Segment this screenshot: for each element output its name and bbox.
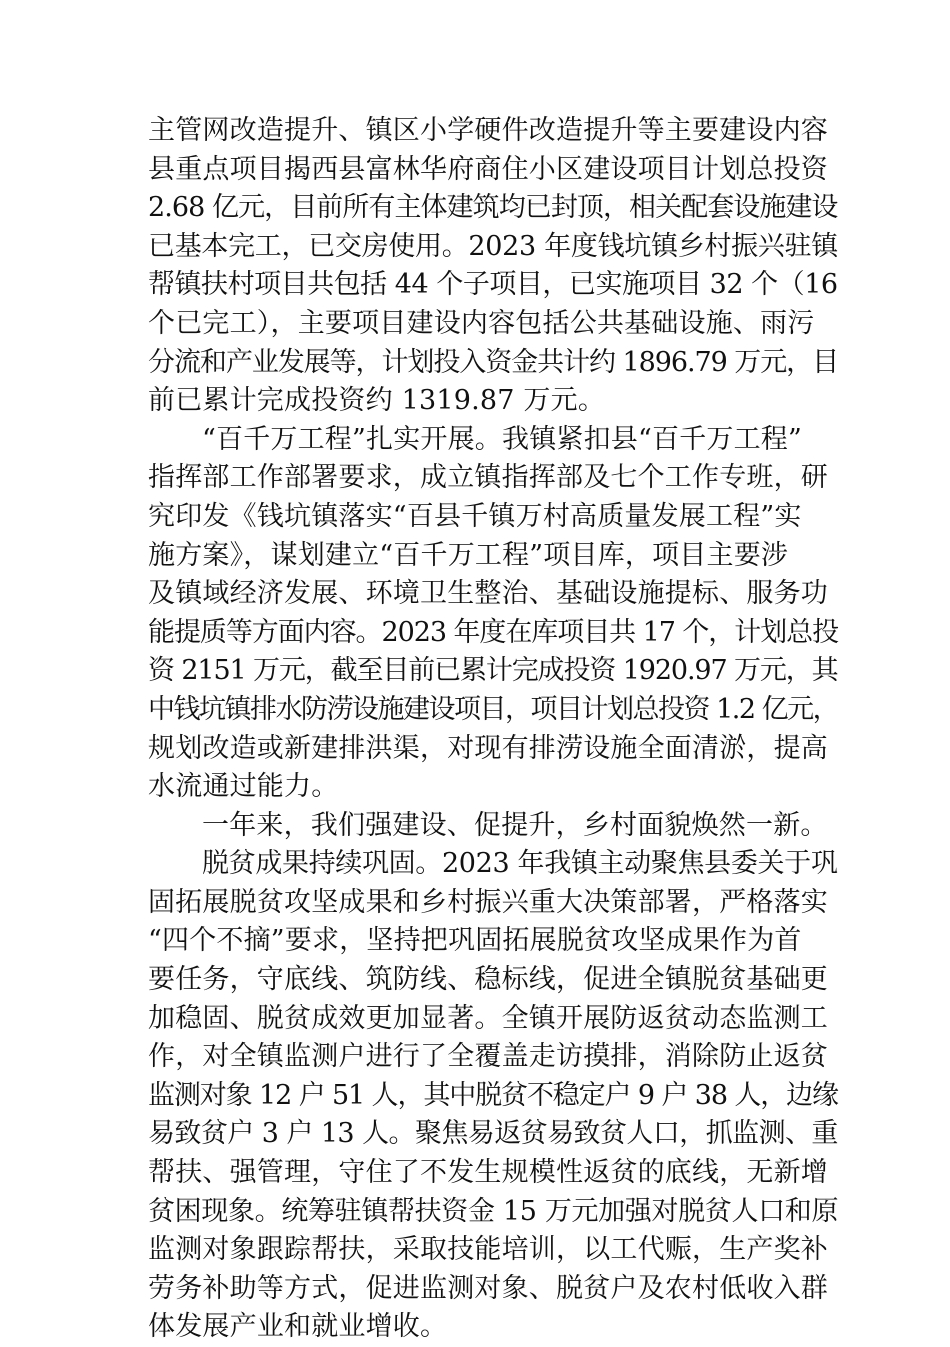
paragraph-first-line: 脱贫成果持续巩固。2023 年我镇主动聚焦县委关于巩 (202, 848, 838, 880)
text-line: 指挥部工作部署要求，成立镇指挥部及七个工作专班，研 (148, 462, 828, 494)
body-text (148, 112, 839, 1347)
text-line: 加稳固、脱贫成效更加显著。全镇开展防返贫动态监测工 (148, 1002, 828, 1034)
text-line: 主管网改造提升、镇区小学硬件改造提升等主要建设内容 (148, 115, 828, 146)
text-line: 帮扶、强管理，守住了不发生规模性返贫的底线，无新增 (148, 1157, 828, 1189)
text-line: “四个不摘”要求，坚持把巩固拓展脱贫攻坚成果作为首 (148, 925, 802, 957)
text-line: 能提质等方面内容。2023 年度在库项目共 17 个，计划总投 (148, 616, 839, 648)
text-line: 县重点项目揭西县富林华府商住小区建设项目计划总投资 (148, 153, 828, 185)
text-line: 劳务补助等方式，促进监测对象、脱贫户及农村低收入群 (148, 1272, 828, 1304)
text-line: 体发展产业和就业增收。 (148, 1311, 448, 1343)
text-line: 水流通过能力。 (148, 771, 339, 803)
text-line: 监测对象 12 户 51 人，其中脱贫不稳定户 9 户 38 人，边缘 (148, 1079, 838, 1111)
text-line: 前已累计完成投资约 1319.87 万元。 (148, 385, 606, 417)
text-line: 分流和产业发展等，计划投入资金共计约 1896.79 万元，目 (148, 346, 839, 378)
text-line: 贫困现象。统筹驻镇帮扶资金 15 万元加强对脱贫人口和原 (148, 1195, 839, 1227)
text-line: 帮镇扶村项目共包括 44 个子项目，已实施项目 32 个（16 (148, 269, 838, 301)
text-line: 已基本完工，已交房使用。2023 年度钱坑镇乡村振兴驻镇 (148, 230, 838, 262)
text-line: 要任务，守底线、筑防线、稳标线，促进全镇脱贫基础更 (148, 964, 828, 996)
paragraph-first-line: 一年来，我们强建设、促提升，乡村面貌焕然一新。 (202, 809, 828, 841)
text-line: 规划改造或新建排洪渠，对现有排涝设施全面清淤，提高 (148, 732, 828, 764)
text-line: 2.68 亿元，目前所有主体建筑均已封顶，相关配套设施建设 (148, 192, 838, 224)
text-line: 资 2151 万元，截至目前已累计完成投资 1920.97 万元，其 (148, 655, 838, 687)
text-line: 及镇域经济发展、环境卫生整治、基础设施提标、服务功 (148, 578, 828, 610)
paragraph-first-line: “百千万工程”扎实开展。我镇紧扣县“百千万工程” (202, 423, 803, 455)
text-line: 中钱坑镇排水防涝设施建设项目，项目计划总投资 1.2 亿元， (148, 693, 839, 725)
text-line: 易致贫户 3 户 13 人。聚焦易返贫易致贫人口，抓监测、重 (148, 1118, 838, 1150)
text-line: 施方案》，谋划建立“百千万工程”项目库，项目主要涉 (148, 539, 789, 571)
text-line: 监测对象跟踪帮扶，采取技能培训，以工代赈，生产奖补 (148, 1234, 828, 1266)
text-line: 作，对全镇监测户进行了全覆盖走访摸排，消除防止返贫 (148, 1041, 828, 1073)
text-line: 固拓展脱贫攻坚成果和乡村振兴重大决策部署，严格落实 (148, 886, 828, 918)
text-line: 究印发《钱坑镇落实“百县千镇万村高质量发展工程”实 (148, 500, 802, 532)
text-line: 个已完工），主要项目建设内容包括公共基础设施、雨污 (148, 307, 815, 339)
